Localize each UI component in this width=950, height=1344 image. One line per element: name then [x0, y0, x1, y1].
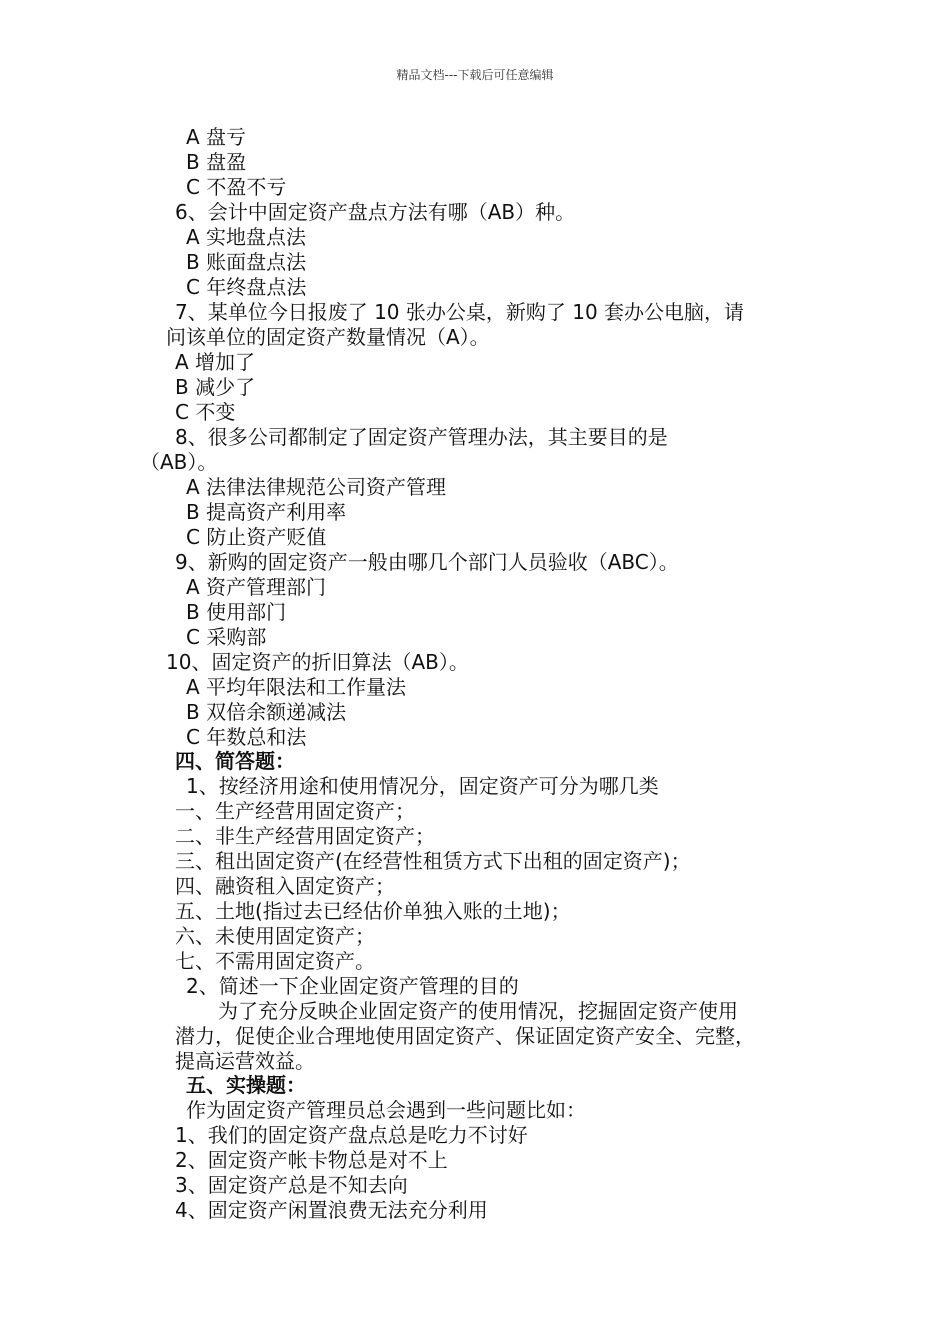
option-line: A 平均年限法和工作量法	[186, 675, 407, 699]
option-line: A 增加了	[175, 350, 256, 374]
answer-line: 为了充分反映企业固定资产的使用情况，挖掘固定资产使用	[218, 999, 738, 1023]
option-line: C 不变	[175, 400, 236, 424]
question-line: 7、某单位今日报废了 10 张办公桌，新购了 10 套办公电脑，请	[175, 300, 745, 324]
question-line: 6、会计中固定资产盘点方法有哪（AB）种。	[175, 200, 576, 224]
option-line: A 盘亏	[186, 125, 247, 149]
answer-line: 四、融资租入固定资产；	[175, 874, 395, 898]
answer-line: 五、土地(指过去已经估价单独入账的土地)；	[175, 899, 571, 923]
page-header: 精品文档---下载后可任意编辑	[396, 68, 554, 82]
option-line: C 不盈不亏	[186, 175, 287, 199]
question-line: 问该单位的固定资产数量情况（A）。	[166, 325, 490, 349]
option-line: A 实地盘点法	[186, 225, 307, 249]
question-line: 9、新购的固定资产一般由哪几个部门人员验收（ABC）。	[175, 550, 679, 574]
body-line: 3、固定资产总是不知去向	[175, 1173, 408, 1197]
section-heading: 五、实操题：	[186, 1073, 306, 1097]
question-line: （AB）。	[140, 450, 218, 474]
option-line: A 资产管理部门	[186, 575, 327, 599]
question-line: 2、简述一下企业固定资产管理的目的	[186, 974, 519, 998]
option-line: B 减少了	[175, 375, 256, 399]
question-line: 8、很多公司都制定了固定资产管理办法，其主要目的是	[175, 425, 668, 449]
option-line: B 账面盘点法	[186, 250, 307, 274]
body-line: 4、固定资产闲置浪费无法充分利用	[175, 1198, 488, 1222]
answer-line: 潜力，促使企业合理地使用固定资产、保证固定资产安全、完整，	[175, 1024, 755, 1048]
option-line: B 使用部门	[186, 600, 287, 624]
answer-line: 一、生产经营用固定资产；	[175, 799, 415, 823]
body-line: 作为固定资产管理员总会遇到一些问题比如：	[186, 1098, 586, 1122]
option-line: B 双倍余额递减法	[186, 700, 347, 724]
question-line: 10、固定资产的折旧算法（AB）。	[166, 650, 469, 674]
option-line: C 防止资产贬值	[186, 525, 327, 549]
question-line: 1、按经济用途和使用情况分，固定资产可分为哪几类	[186, 774, 659, 798]
answer-line: 二、非生产经营用固定资产；	[175, 824, 435, 848]
option-line: C 采购部	[186, 625, 267, 649]
section-heading: 四、简答题：	[175, 749, 295, 773]
answer-line: 提高运营效益。	[175, 1049, 315, 1073]
option-line: C 年终盘点法	[186, 275, 307, 299]
answer-line: 七、不需用固定资产。	[175, 949, 375, 973]
option-line: A 法律法律规范公司资产管理	[186, 475, 447, 499]
body-line: 1、我们的固定资产盘点总是吃力不讨好	[175, 1123, 528, 1147]
answer-line: 三、租出固定资产(在经营性租赁方式下出租的固定资产)；	[175, 849, 691, 873]
option-line: C 年数总和法	[186, 725, 307, 749]
option-line: B 提高资产利用率	[186, 500, 347, 524]
body-line: 2、固定资产帐卡物总是对不上	[175, 1148, 448, 1172]
option-line: B 盘盈	[186, 150, 247, 174]
answer-line: 六、未使用固定资产；	[175, 924, 375, 948]
